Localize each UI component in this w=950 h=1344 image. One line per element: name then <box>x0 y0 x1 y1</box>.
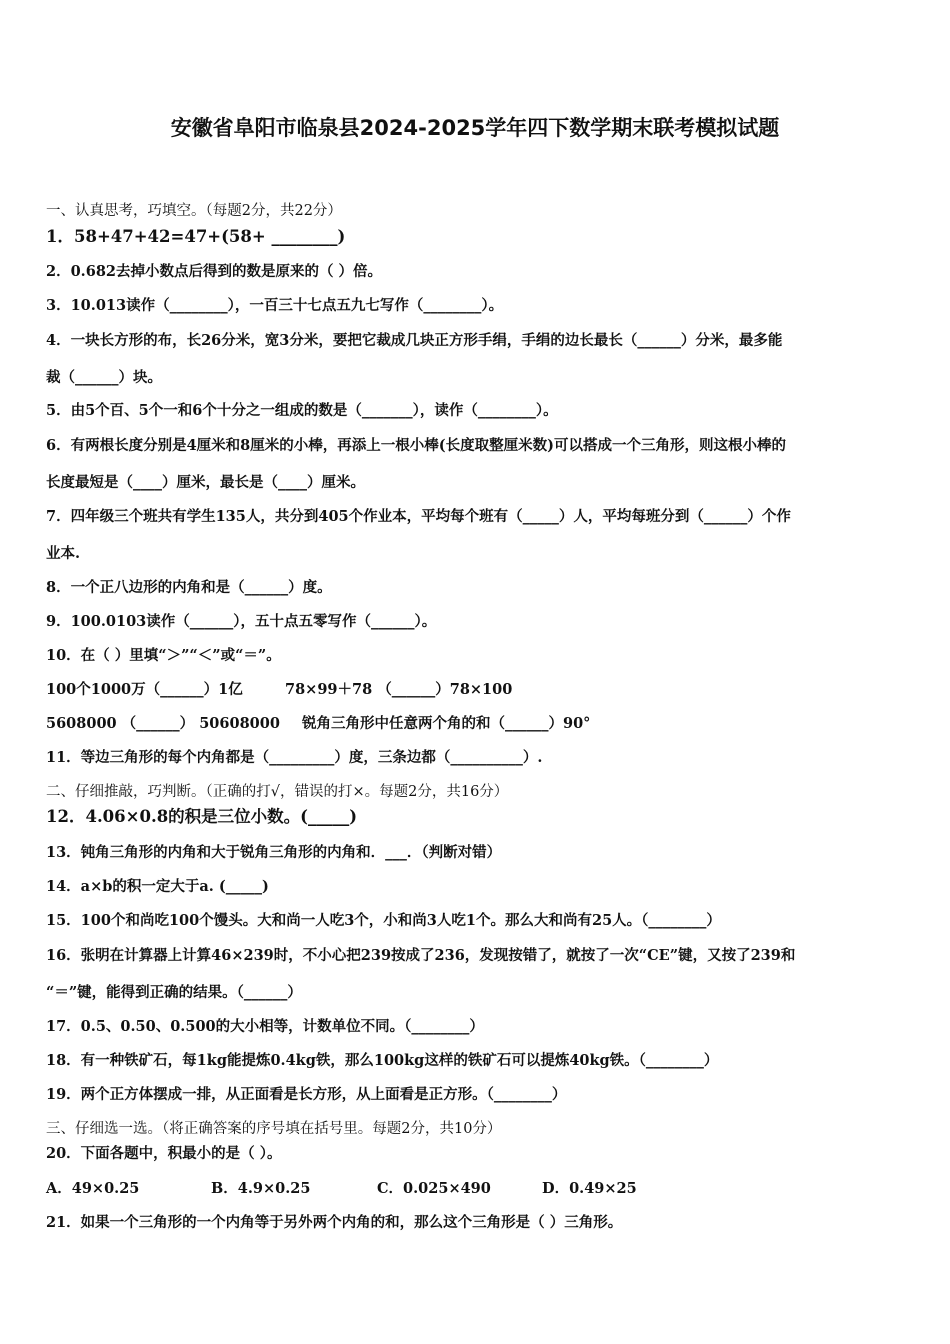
question-2: 2．0.682去掉小数点后得到的数是原来的（ ）倍。 <box>46 263 383 280</box>
question-10-item-d: 锐角三角形中任意两个角的和（______）90° <box>302 715 591 732</box>
question-10-row-1 <box>46 680 906 700</box>
question-20: 20．下面各题中，积最小的是（ ）。 <box>46 1145 282 1162</box>
question-4-line-2: 裁（______）块。 <box>46 369 162 386</box>
question-4-line-1: 4．一块长方形的布，长26分米，宽3分米，要把它裁成几块正方形手绢，手绢的边长最长（______）分米，最多能 <box>46 332 783 349</box>
question-12: 12．4.06×0.8的积是三位小数。(_____) <box>46 807 358 826</box>
page-title: 安徽省阜阳市临泉县2024-2025学年四下数学期末联考模拟试题 <box>170 116 780 140</box>
section-heading-3: 三、仔细选一选。（将正确答案的序号填在括号里。每题2分，共10分） <box>46 1121 502 1137</box>
option-a: A．49×0.25 <box>46 1180 140 1197</box>
question-19: 19．两个正方体摆成一排，从正面看是长方形，从上面看是正方形。（________） <box>46 1086 567 1103</box>
question-15: 15．100个和尚吃100个馒头。大和尚一人吃3个，小和尚3人吃1个。那么大和尚有25人。（________） <box>46 912 721 929</box>
question-6-line-1: 6．有两根长度分别是4厘米和8厘米的小棒，再添上一根小棒(长度取整厘米数)可以搭成一个三角形，则这根小棒的 <box>46 437 786 454</box>
question-7-line-2: 业本. <box>46 545 81 562</box>
option-b: B．4.9×0.25 <box>211 1180 311 1197</box>
question-10-item-a: 100个1000万（______）1亿 <box>46 681 243 698</box>
section-heading-2: 二、仔细推敲，巧判断。（正确的打√，错误的打×。每题2分，共16分） <box>46 784 509 800</box>
question-3: 3．10.013读作（________），一百三十七点五九七写作（________）。 <box>46 297 504 314</box>
question-16-line-1: 16．张明在计算器上计算46×239时，不小心把239按成了236，发现按错了，就按了一次“CE”键，又按了239和 <box>46 947 796 964</box>
section-heading-1: 一、认真思考，巧填空。（每题2分，共22分） <box>46 203 342 219</box>
question-10: 10．在（ ）里填“＞”“＜”或“＝”。 <box>46 647 281 664</box>
question-7-line-1: 7．四年级三个班共有学生135人，共分到405个作业本，平均每个班有（_____）人，平均每班分到（______）个作 <box>46 508 791 525</box>
question-1: 1．58+47+42=47+(58+ ________) <box>46 227 346 246</box>
question-17: 17．0.5、0.50、0.500的大小相等，计数单位不同。（________） <box>46 1018 484 1035</box>
question-18: 18．有一种铁矿石，每1kg能提炼0.4kg铁，那么100kg这样的铁矿石可以提炼40kg铁。（________） <box>46 1052 719 1069</box>
question-13: 13．钝角三角形的内角和大于锐角三角形的内角和．___．（判断对错） <box>46 844 502 861</box>
question-10-item-c: 5608000 （______） 50608000 <box>46 715 280 732</box>
question-16-line-2: “＝”键，能得到正确的结果。（______） <box>46 984 302 1001</box>
question-9: 9．100.0103读作（______），五十点五零写作（______）。 <box>46 613 437 630</box>
question-6-line-2: 长度最短是（____）厘米，最长是（____）厘米。 <box>46 474 365 491</box>
question-14: 14．a×b的积一定大于a. (_____) <box>46 878 269 895</box>
question-20-options <box>46 1179 906 1199</box>
question-8: 8．一个正八边形的内角和是（______）度。 <box>46 579 332 596</box>
question-11: 11．等边三角形的每个内角都是（_________）度，三条边都（__________）. <box>46 749 543 766</box>
question-5: 5．由5个百、5个一和6个十分之一组成的数是（_______），读作（________）。 <box>46 402 558 419</box>
option-c: C．0.025×490 <box>377 1180 491 1197</box>
question-10-item-b: 78×99＋78 （______）78×100 <box>285 681 513 698</box>
question-10-row-2 <box>46 714 906 734</box>
option-d: D．0.49×25 <box>542 1180 637 1197</box>
question-21: 21．如果一个三角形的一个内角等于另外两个内角的和，那么这个三角形是（ ）三角形。 <box>46 1214 623 1231</box>
